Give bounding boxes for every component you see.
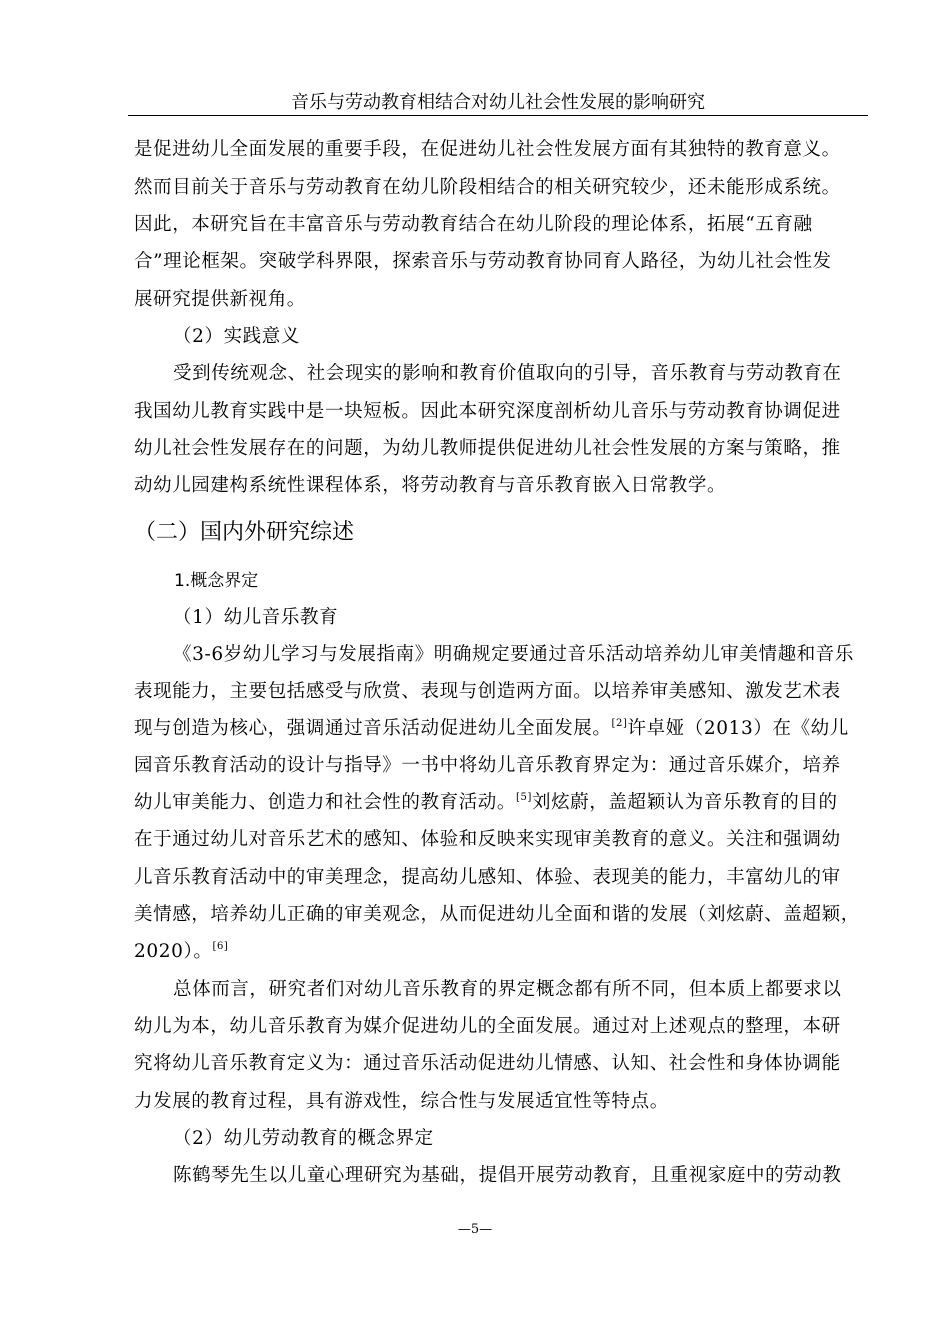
- text-line: 《3-6岁幼儿学习与发展指南》明确规定要通过音乐活动培养幼儿审美情趣和音乐: [173, 644, 854, 665]
- text-line: [134, 791, 860, 815]
- text-line: 儿音乐教育活动中的审美理念，提高幼儿感知、体验、表现美的能力，丰富幼儿的审: [134, 867, 841, 888]
- text-line: 我国幼儿教育实践中是一块短板。因此本研究深度剖析幼儿音乐与劳动教育协调促进: [134, 401, 841, 422]
- citation-5: [5]: [516, 792, 532, 803]
- text-line: 美情感，培养幼儿正确的审美观念，从而促进幼儿全面和谐的发展（刘炫蔚、盖超颖，: [134, 904, 860, 925]
- text-line: 在于通过幼儿对音乐艺术的感知、体验和反映来实现审美教育的意义。关注和强调幼: [134, 829, 841, 850]
- text-span: 幼儿审美能力、创造力和社会性的教育活动。: [134, 792, 517, 813]
- text-line: [134, 717, 860, 741]
- text-line: 究将幼儿音乐教育定义为：通过音乐活动促进幼儿情感、认知、社会性和身体协调能: [134, 1053, 841, 1074]
- text-span: 许卓娅（2013）在《幼儿: [627, 718, 849, 739]
- text-line: 表现能力，主要包括感受与欣赏、表现与创造两方面。以培养审美感知、激发艺术表: [134, 681, 841, 702]
- citation-2: [2]: [611, 718, 628, 729]
- text-line: 总体而言，研究者们对幼儿音乐教育的界定概念都有所不同，但本质上都要求以: [173, 979, 842, 1000]
- header-rule: [128, 115, 868, 116]
- text-line: 然而目前关于音乐与劳动教育在幼儿阶段相结合的相关研究较少，还未能形成系统。: [134, 177, 841, 198]
- running-title: 音乐与劳动教育相结合对幼儿社会性发展的影响研究: [291, 92, 705, 113]
- text-line: 展研究提供新视角。: [134, 289, 306, 310]
- text-line: 陈鹤琴先生以儿童心理研究为基础，提倡开展劳动教育，且重视家庭中的劳动教: [173, 1165, 842, 1186]
- text-line: 园音乐教育活动的设计与指导》一书中将幼儿音乐教育界定为：通过音乐媒介，培养: [134, 755, 841, 776]
- text-line: 幼儿为本，幼儿音乐教育为媒介促进幼儿的全面发展。通过对上述观点的整理，本研: [134, 1016, 841, 1037]
- text-line: 是促进幼儿全面发展的重要手段，在促进幼儿社会性发展方面有其独特的教育意义。: [134, 139, 841, 160]
- text-line: 受到传统观念、社会现实的影响和教育价值取向的引导，音乐教育与劳动教育在: [173, 363, 842, 384]
- text-span: 2020）。: [134, 941, 213, 962]
- subsection-heading: 1.概念界定: [174, 571, 259, 591]
- text-line: 合”理论框架。突破学科界限，探索音乐与劳动教育协同育人路径，为幼儿社会性发: [134, 251, 832, 272]
- text-line: 幼儿社会性发展存在的问题，为幼儿教师提供促进幼儿社会性发展的方案与策略，推: [134, 438, 841, 459]
- citation-6: [6]: [212, 941, 229, 952]
- text-span: 现与创造为核心，强调通过音乐活动促进幼儿全面发展。: [134, 718, 612, 739]
- text-line: 力发展的教育过程，具有游戏性，综合性与发展适宜性等特点。: [134, 1091, 669, 1112]
- subheading-practice: （2）实践意义: [173, 326, 300, 347]
- text-line: [134, 940, 860, 964]
- subheading-labor-education: （2）幼儿劳动教育的概念界定: [173, 1128, 434, 1149]
- text-line: 动幼儿园建构系统性课程体系，将劳动教育与音乐教育嵌入日常教学。: [134, 475, 727, 496]
- text-line: 因此，本研究旨在丰富音乐与劳动教育结合在幼儿阶段的理论体系，拓展“五育融: [134, 214, 813, 235]
- page-number: —5—: [457, 1222, 493, 1237]
- subheading-music-education: （1）幼儿音乐教育: [173, 607, 339, 628]
- text-span: 刘炫蔚，盖超颖认为音乐教育的目的: [531, 792, 838, 813]
- section-heading: （二）国内外研究综述: [134, 520, 355, 545]
